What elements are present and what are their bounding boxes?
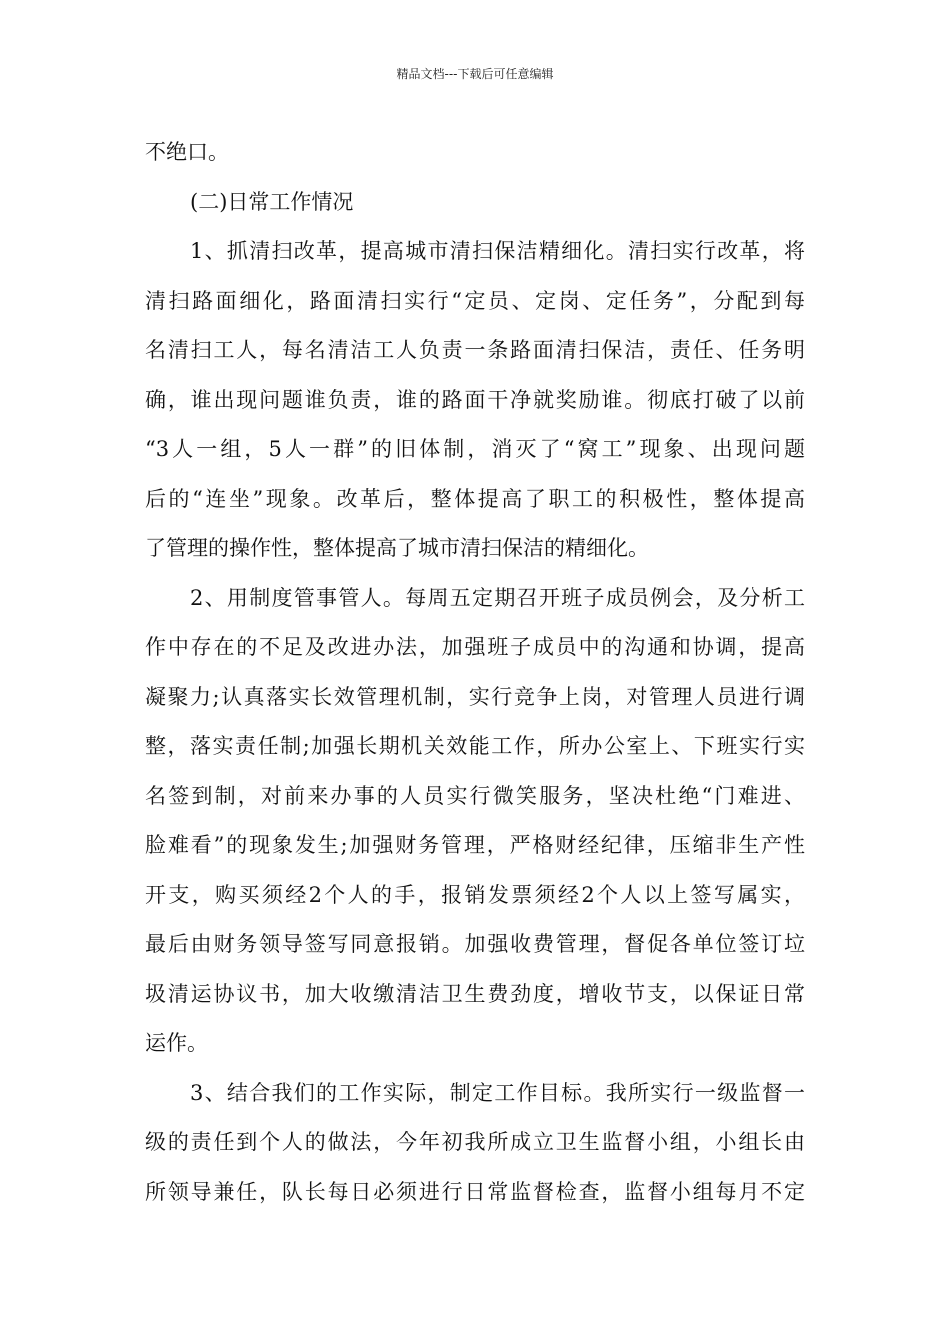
document-body [145, 128, 805, 1217]
text-line: 后的“连坐”现象。改革后，整体提高了职工的积极性，整体提高 [145, 486, 805, 511]
text-line: 级的责任到个人的做法，今年初我所成立卫生监督小组，小组长由 [145, 1130, 805, 1154]
text-line: 不绝口。 [145, 140, 229, 164]
section-heading: (二)日常工作情况 [190, 189, 354, 214]
text-line: 名清扫工人，每名清洁工人负责一条路面清扫保洁，责任、任务明 [145, 338, 805, 362]
text-line: 最后由财务领导签写同意报销。加强收费管理，督促各单位签订垃 [145, 932, 805, 956]
text-line: 运作。 [145, 1031, 208, 1055]
text-line: “3人一组，5人一群”的旧体制，消灭了“窝工”现象、出现问题 [145, 437, 805, 461]
document-header-note: 精品文档---下载后可任意编辑 [396, 67, 554, 81]
text-line: 3、结合我们的工作实际，制定工作目标。我所实行一级监督一 [190, 1080, 805, 1105]
text-line: 开支，购买须经2个人的手，报销发票须经2个人以上签写属实， [145, 882, 805, 907]
text-line: 清扫路面细化，路面清扫实行“定员、定岗、定任务”，分配到每 [145, 288, 805, 313]
text-line: 凝聚力;认真落实长效管理机制，实行竞争上岗，对管理人员进行调 [145, 684, 805, 709]
text-line: 脸难看”的现象发生;加强财务管理，严格财经纪律，压缩非生产性 [145, 833, 805, 857]
text-line: 名签到制，对前来办事的人员实行微笑服务，坚决杜绝“门难进、 [145, 783, 805, 808]
text-line: 2、用制度管事管人。每周五定期召开班子成员例会，及分析工 [190, 585, 805, 610]
text-line: 1、抓清扫改革，提高城市清扫保洁精细化。清扫实行改革，将 [190, 239, 805, 263]
text-line: 所领导兼任，队长每日必须进行日常监督检查，监督小组每月不定 [145, 1179, 805, 1204]
text-line: 确，谁出现问题谁负责，谁的路面干净就奖励谁。彻底打破了以前 [145, 387, 805, 412]
text-line: 了管理的操作性，整体提高了城市清扫保洁的精细化。 [145, 536, 649, 560]
text-line: 圾清运协议书，加大收缴清洁卫生费劲度，增收节支，以保证日常 [145, 981, 805, 1006]
text-line: 作中存在的不足及改进办法，加强班子成员中的沟通和协调，提高 [145, 635, 805, 659]
text-line: 整，落实责任制;加强长期机关效能工作，所办公室上、下班实行实 [145, 734, 805, 758]
